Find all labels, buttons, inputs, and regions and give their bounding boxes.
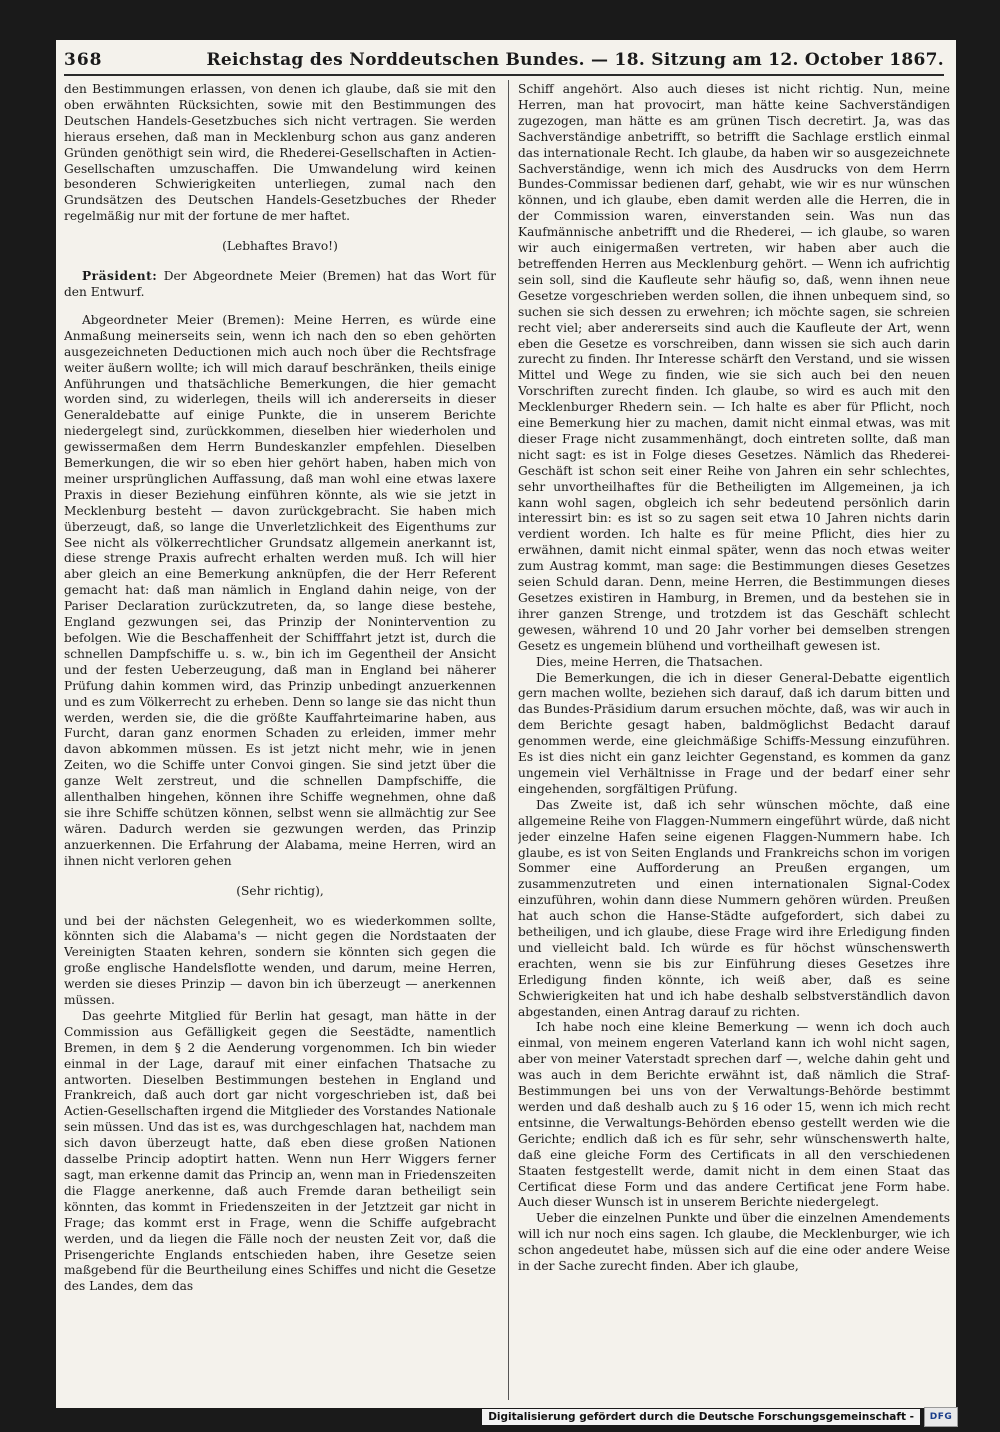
dfg-logo-text: DFG (929, 1412, 953, 1422)
right-column (518, 82, 950, 1402)
paragraph (518, 798, 950, 1021)
paragraph (64, 884, 496, 900)
paragraph (64, 1009, 496, 1295)
paragraph-text: (Sehr richtig), (236, 883, 324, 898)
dfg-logo (924, 1407, 958, 1427)
paragraph (64, 313, 496, 870)
paragraph-text: (Lebhaftes Bravo!) (222, 239, 338, 254)
paragraph-text: den Bestimmungen erlassen, von denen ich glaube, daß sie mit den oben erwähnten Rücksichten, sowie mit den Bestimmungen des Deutschen Handels-Gesetzbuches sich nicht vertragen. Sie werden hieraus ersehen, daß man in Mecklenburg schon aus ganz anderen Gründen genöthigt sein wird, die Rhederei-Gesellschaften in Actien-Gesellschaften umzuschaffen. Die Umwandelung wird keinen besonderen Schwierigkeiten unterliegen, zumal nach den Grundsätzen des Deutschen Handels-Gesetzbuches der Rheder regelmäßig nur mit der fortune de mer haftet. (64, 82, 496, 224)
paragraph-text: Ich habe noch eine kleine Bemerkung — wenn ich doch auch einmal, von meinem engeren Vaterland kann ich wohl nicht sagen, aber von meiner Vaterstadt sprechen darf —, welche dahin geht und was auch in dem Berichte erwähnt ist, daß nämlich die Straf-Bestimmungen bei uns von der Verwaltungs-Behörde bestimmt werden und daß deshalb auch zu § 16 oder 15, wenn ich mich recht entsinne, die Verwaltungs-Behörden ebenso gestellt werden wie die Gerichte; endlich daß ich es für sehr, sehr wünschenswerth halte, daß eine gleiche Form des Certificats in all den verschiedenen Staaten festgestellt werde, damit nicht in dem einen Staat das Certificat diese Form und das andere Certificat jene Form habe. Auch dieser Wunsch ist in unserem Berichte niedergelegt. (518, 1020, 950, 1210)
paragraph (518, 1020, 950, 1211)
page-number: 368 (64, 50, 103, 70)
paragraph-text: Schiff angehört. Also auch dieses ist nicht richtig. Nun, meine Herren, man hat provocirt, man hätte keine Sachverständigen zugezogen, man hätte es am grünen Tisch decretirt. Ja, was das Sachverständige anbetrifft, so betrifft die Sachlage erstlich einmal das internationale Recht. Ich glaube, da haben wir so ausgezeichnete Sachverständige, wenn ich mich des Ausdrucks von dem Herrn Bundes-Commissar bedienen darf, gehabt, wie wir es nur wünschen können, und ich glaube, eben damit werden alle die Herren, die in der Commission waren, einverstanden sein. Was nun das Kaufmännische anbetrifft und die Rhederei, — ich glaube, so waren wir auch einigermaßen vertreten, wir haben aber auch die betreffenden Herren aus Mecklenburg gehört. — Wenn ich aufrichtig sein soll, sind die Kaufleute sehr häufig so, daß, wenn ihnen neue Gesetze vorgeschrieben werden sollen, die ihnen unbequem sind, so suchen sie sich dessen zu erwehren; ich möchte sagen, sie schreien recht viel; aber andererseits sind auch die Kaufleute der Art, wenn eben die Gesetze es vorschreiben, dann wissen sie sich auch darin zurecht zu finden. Ihr Interesse schärft den Verstand, und sie wissen Mittel und Wege zu finden, wie sie sich auch bei den neuen Vorschriften zurecht finden. Ich glaube, so wird es auch mit den Mecklenburger Rhedern sein. — Ich halte es aber für Pflicht, noch eine Bemerkung hier zu machen, damit nicht einmal etwas, was mit dieser Frage nicht zusammenhängt, doch eintreten sollte, daß man nicht sagt: es ist in Folge dieses Gesetzes. Nämlich das Rhederei-Geschäft ist schon seit einer Reihe von Jahren ein sehr schlechtes, sehr unvortheilhaftes für die Betheiligten im Allgemeinen, ja ich kann wohl sagen, obgleich ich sehr bedeutend persönlich darin interessirt bin: es ist so zu sagen seit etwa 10 Jahren nichts darin verdient worden. Ich halte es für meine Pflicht, dies hier zu erwähnen, damit nicht einmal später, wenn das noch etwas weiter zum Austrag kommt, man sage: die Bestimmungen dieses Gesetzes seien Schuld daran. Denn, meine Herren, die Bestimmungen dieses Gesetzes existiren in Hamburg, in Bremen, und da bestehen sie in ihrer ganzen Strenge, und trotzdem ist das Geschäft schlecht gewesen, während 10 und 20 Jahr vorher bei demselben strengen Gesetz es ungemein blühend und vortheilhaft gewesen ist. (518, 82, 950, 653)
paragraph (518, 1211, 950, 1275)
left-column (64, 82, 496, 1402)
paragraph (64, 269, 496, 301)
paragraph (64, 914, 496, 1009)
running-title: Reichstag des Norddeutschen Bundes. — 18. Sitzung am 12. October 1867. (206, 50, 944, 70)
paragraph (64, 82, 496, 225)
paragraph (518, 82, 950, 655)
paragraph-text: Das geehrte Mitglied für Berlin hat gesagt, man hätte in der Commission aus Gefälligkeit gegen die Seestädte, namentlich Bremen, in dem § 2 die Aenderung vorgenommen. Ich bin wieder einmal in der Lage, darauf mit einer einfachen Thatsache zu antworten. Dieselben Bestimmungen bestehen in England und Frankreich, daß auch dort gar nicht vorgeschrieben ist, daß bei Actien-Gesellschaften irgend die Mitglieder des Vorstandes Nationale sein müssen. Und das ist es, was durchgeschlagen hat, nachdem man sich davon überzeugt hatte, daß eben diese großen Nationen dasselbe Princip adoptirt hatten. Wenn nun Herr Wiggers ferner sagt, man erkenne damit das Princip an, wenn man in Friedenszeiten die Flagge anerkenne, daß auch Fremde daran betheiligt sein könnten, das kommt in Friedenszeiten in der Jetztzeit gar nicht in Frage; das kommt erst in Frage, wenn die Schiffe aufgebracht werden, und da liegen die Fälle noch der neusten Zeit vor, daß die Prisengerichte Englands entschieden haben, ihre Gesetze seien maßgebend für die Beurtheilung eines Schiffes und nicht die Gesetze des Landes, dem das (64, 1008, 496, 1294)
scanned-page (56, 40, 956, 1408)
column-divider (508, 80, 509, 1400)
paragraph (64, 239, 496, 255)
paragraph-text: und bei der nächsten Gelegenheit, wo es wiederkommen sollte, könnten sich die Alabama's — nicht gegen die Nordstaaten der Vereinigten Staaten kehren, sondern sie könnten sich gegen die große englische Handelsflotte wenden, und darum, meine Herren, werden sie dieses Prinzip — davon bin ich überzeugt — anerkennen müssen. (64, 913, 496, 1008)
paragraph-text: Ueber die einzelnen Punkte und über die einzelnen Amendements will ich nur noch eins sagen. Ich glaube, die Mecklenburger, wie ich schon angedeutet habe, müssen sich auf die eine oder andere Weise in der Sache zurecht finden. Aber ich glaube, (518, 1211, 950, 1274)
paragraph-text: Abgeordneter Meier (Bremen): Meine Herren, es würde eine Anmaßung meinerseits sein, wenn ich nach den so eben gehörten ausgezeichneten Deductionen mich auch noch über die Rechtsfrage weiter äußern wollte; ich will mich darauf beschränken, theils einige Anführungen und thatsächliche Bemerkungen, die hier gemacht worden sind, zu widerlegen, theils will ich andererseits in dieser Generaldebatte auf einige Punkte, die in unserem Berichte niedergelegt sind, zurückkommen, dieselben hier wiederholen und gewissermaßen dem Herrn Bundeskanzler empfehlen. Dieselben Bemerkungen, die wir so eben hier gehört haben, haben mich von meiner ursprünglichen Auffassung, daß man wohl eine etwas laxere Praxis in dieser Beziehung einführen könnte, als wie sie jetzt in Mecklenburg besteht — davon zurückgebracht. Sie haben mich überzeugt, daß, so lange die Unverletzlichkeit des Eigenthums zur See nicht als völkerrechtlicher Grundsatz allgemein anerkannt ist, diese strenge Praxis aufrecht erhalten werden muß. Ich will hier aber gleich an eine Bemerkung anknüpfen, die der Herr Referent gemacht hat: daß man nämlich in England dahin neige, von der Pariser Declaration zurückzutreten, da, so lange diese bestehe, England gezwungen sei, das Prinzip der Nonintervention zu befolgen. Wie die Beschaffenheit der Schifffahrt jetzt ist, durch die schnellen Dampfschiffe u. s. w., bin ich im Gegentheil der Ansicht und der festen Ueberzeugung, daß man in England bei näherer Prüfung dahin kommen wird, das Prinzip unbedingt anzuerkennen und es zum Völkerrecht zu erheben. Denn so lange sie das nicht thun werden, werden sie, die die größte Kauffahrteimarine haben, aus Furcht, daran ganz enormen Schaden zu erleiden, immer mehr davon abkommen müssen. Es ist jetzt nicht mehr, wie in jenen Zeiten, wo die Schiffe unter Convoi gingen. Sie sind jetzt über die ganze Welt zerstreut, und die schnellen Dampfschiffe, die allenthalben hingehen, können ihre Schiffe wegnehmen, ohne daß sie ihre Schiffe schützen können, selbst wenn sie allmächtig zur See wären. Dadurch werden sie gezwungen werden, das Prinzip anzuerkennen. Die Erfahrung der Alabama, meine Herren, wird an ihnen nicht verloren gehen (64, 312, 496, 868)
paragraph-text: Das Zweite ist, daß ich sehr wünschen möchte, daß eine allgemeine Reihe von Flaggen-Nummern eingeführt würde, daß nicht jeder einzelne Hafen seine eigenen Flaggen-Nummern habe. Ich glaube, es ist von Seiten Englands und Frankreichs schon im vorigen Sommer eine Aufforderung an Preußen ergangen, um zusammenzutreten und einen internationalen Signal-Codex einzuführen, wohin dann diese Nummern gehören würden. Preußen hat auch schon die Hanse-Städte aufgefordert, sich dabei zu betheiligen, und ich glaube, diese Frage wird ihre Erledigung finden und vielleicht bald. Ich würde es für höchst wünschenswerth erachten, wenn sie bis zur Einführung dieses Gesetzes ihre Erledigung finden könnte, ich weiß aber, daß es seine Schwierigkeiten hat und ich habe deshalb selbstverständlich davon abgestanden, einen Antrag darauf zu richten. (518, 797, 950, 1019)
paragraph-text: Dies, meine Herren, die Thatsachen. (536, 654, 763, 669)
speaker-label: Präsident: (82, 269, 158, 284)
paragraph (518, 655, 950, 671)
paragraph (518, 671, 950, 798)
paragraph-text: Die Bemerkungen, die ich in dieser General-Debatte eigentlich gern machen wollte, beziehen sich darauf, daß ich darum bitten und das Bundes-Präsidium darum ersuchen möchte, daß, was wir auch in dem Berichte gesagt haben, baldmöglichst Bedacht darauf genommen werde, eine gleichmäßige Schiffs-Messung einzuführen. Es ist dies nicht ein ganz leichter Gegenstand, es kommen da ganz ungemein viel Verhältnisse in Frage und der bedarf einer sehr eingehenden, sorgfältigen Prüfung. (518, 670, 950, 796)
footer-text: Digitalisierung gefördert durch die Deutsche Forschungsgemeinschaft - (482, 1409, 920, 1425)
paragraph-text: Der Abgeordnete Meier (Bremen) hat das Wort für den Entwurf. (64, 269, 496, 299)
page-header (64, 48, 944, 76)
footer-credit (482, 1406, 958, 1428)
